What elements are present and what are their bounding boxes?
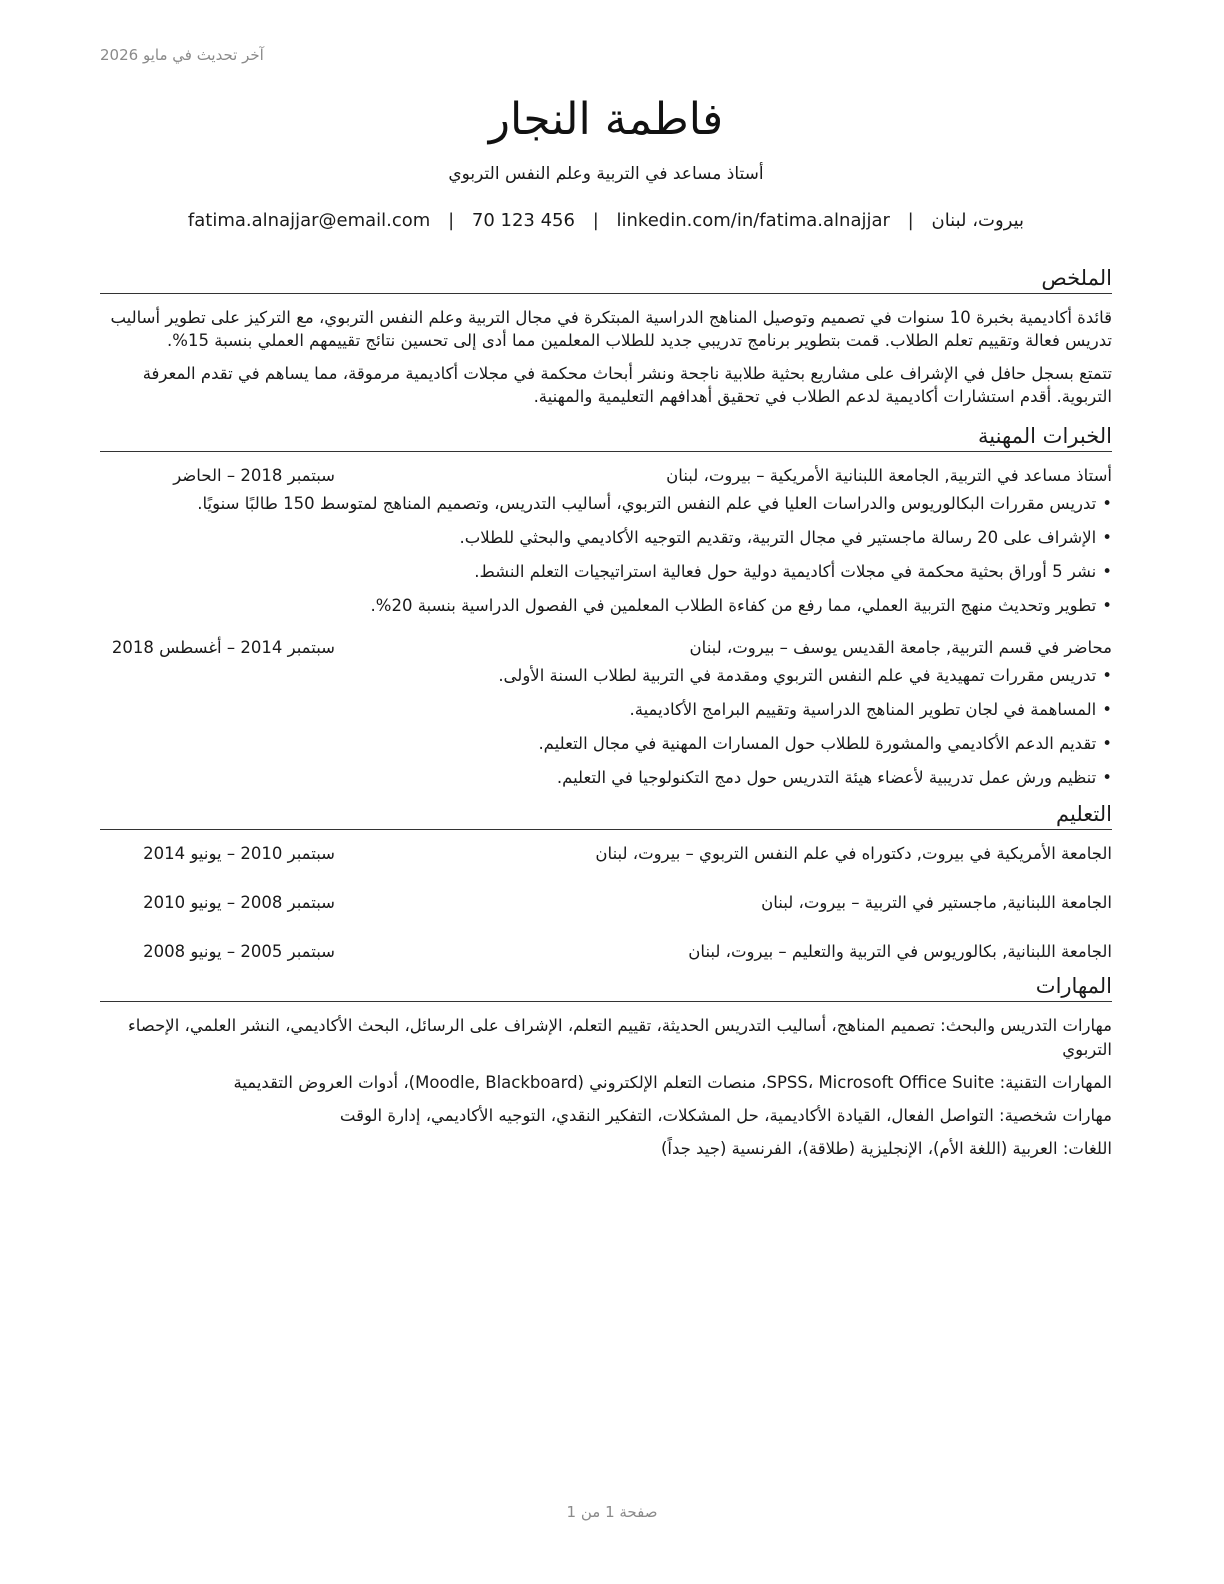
candidate-title: أستاذ مساعد في التربية وعلم النفس التربوي <box>448 164 764 184</box>
bullet-list <box>100 492 1112 618</box>
section-title-skills: المهارات <box>100 972 1112 1002</box>
bullet-list <box>100 664 1112 790</box>
education-entry <box>100 842 1112 866</box>
contact-separator: | <box>592 210 599 231</box>
section-title-education: التعليم <box>100 800 1112 830</box>
bullet-item: • نشر 5 أوراق بحثية محكمة في مجلات أكاديمية دولية حول فعالية استراتيجيات التعلم النشط. <box>100 560 1112 584</box>
candidate-name: فاطمة النجار <box>488 94 724 145</box>
section-title-experience: الخبرات المهنية <box>100 422 1112 452</box>
skill-line: اللغات: العربية (اللغة الأم)، الإنجليزية (طلاقة)، الفرنسية (جيد جداً) <box>661 1139 1112 1158</box>
summary-paragraph: تتمتع بسجل حافل في الإشراف على مشاريع بحثية طلابية ناجحة ونشر أبحاث محكمة في مجلات أكاديمية مرموقة، مما يساهم في تقدم المعرفة التربوية. أقدم استشارات أكاديمية لدعم الطلاب في تحقيق أهدافهم التعليمية والمهنية. <box>142 364 1112 406</box>
contact-email[interactable]: fatima.alnajjar@email.com <box>187 210 431 231</box>
entry-heading: الجامعة اللبنانية, بكالوريوس في التربية والتعليم – بيروت، لبنان <box>688 942 1112 961</box>
contact-linkedin[interactable]: linkedin.com/in/fatima.alnajjar <box>616 210 890 231</box>
entry-heading: الجامعة الأمريكية في بيروت, دكتوراه في علم النفس التربوي – بيروت، لبنان <box>595 844 1112 863</box>
contact-location: بيروت، لبنان <box>931 210 1025 231</box>
education-entry <box>100 891 1112 915</box>
skill-line: مهارات التدريس والبحث: تصميم المناهج، أساليب التدريس الحديثة، تقييم التعلم، الإشراف على الرسائل، البحث الأكاديمي، النشر العلمي، الإحصاء التربوي <box>127 1016 1112 1059</box>
entry-dates: سبتمبر 2008 – يونيو 2010 <box>143 893 335 912</box>
entry-heading: الجامعة اللبنانية, ماجستير في التربية – بيروت، لبنان <box>761 893 1112 912</box>
entry-header <box>100 464 1112 488</box>
page-footer: صفحة 1 من 1 <box>566 1503 658 1521</box>
entry-header <box>100 636 1112 660</box>
experience-entry <box>100 636 1112 790</box>
bullet-item: • تنظيم ورش عمل تدريبية لأعضاء هيئة التدريس حول دمج التكنولوجيا في التعليم. <box>100 766 1112 790</box>
entry-dates: سبتمبر 2018 – الحاضر <box>173 466 335 485</box>
bullet-item: • تقديم الدعم الأكاديمي والمشورة للطلاب حول المسارات المهنية في مجال التعليم. <box>100 732 1112 756</box>
skill-line: مهارات شخصية: التواصل الفعال، القيادة الأكاديمية، حل المشكلات، التفكير النقدي، التوجيه الأكاديمي، إدارة الوقت <box>339 1106 1112 1125</box>
education-entry <box>100 940 1112 964</box>
bullet-item: • تطوير وتحديث منهج التربية العملي، مما رفع من كفاءة الطلاب المعلمين في الفصول الدراسية بنسبة 20%. <box>100 594 1112 618</box>
entry-dates: سبتمبر 2014 – أغسطس 2018 <box>111 638 335 657</box>
skill-line: المهارات التقنية: SPSS، Microsoft Office Suite، منصات التعلم الإلكتروني (Moodle, Blackboard)، أدوات العروض التقديمية <box>233 1073 1112 1092</box>
contact-separator: | <box>907 210 914 231</box>
entry-heading: أستاذ مساعد في التربية, الجامعة اللبنانية الأمريكية – بيروت، لبنان <box>666 466 1112 485</box>
last-updated-note: آخر تحديث في مايو 2026 <box>100 46 264 64</box>
entry-heading: محاضر في قسم التربية, جامعة القديس يوسف – بيروت، لبنان <box>689 638 1112 657</box>
entry-dates: سبتمبر 2005 – يونيو 2008 <box>143 942 335 961</box>
contact-separator: | <box>448 210 455 231</box>
section-title-summary: الملخص <box>100 264 1112 294</box>
entry-dates: سبتمبر 2010 – يونيو 2014 <box>143 844 335 863</box>
experience-entry <box>100 464 1112 618</box>
bullet-item: • المساهمة في لجان تطوير المناهج الدراسية وتقييم البرامج الأكاديمية. <box>100 698 1112 722</box>
bullet-item: • الإشراف على 20 رسالة ماجستير في مجال التربية، وتقديم التوجيه الأكاديمي والبحثي للطلاب. <box>100 526 1112 550</box>
bullet-item: • تدريس مقررات تمهيدية في علم النفس التربوي ومقدمة في التربية لطلاب السنة الأولى. <box>100 664 1112 688</box>
contact-phone: 70 123 456 <box>471 210 575 231</box>
summary-paragraph: قائدة أكاديمية بخبرة 10 سنوات في تصميم وتوصيل المناهج الدراسية المبتكرة في مجال التربية وعلم النفس التربوي، مع التركيز على تطوير أساليب تدريس فعالة وتقييم تعلم الطلاب. قمت بتطوير برنامج تدريبي جديد للطلاب المعلمين مما أدى إلى تحسين نتائج تقييمهم العملي بنسبة 15%. <box>110 308 1112 350</box>
bullet-item: • تدريس مقررات البكالوريوس والدراسات العليا في علم النفس التربوي، أساليب التدريس، وتصميم المناهج لمتوسط 150 طالبًا سنويًا. <box>100 492 1112 516</box>
contact-line <box>100 208 1112 234</box>
resume-page <box>100 0 1112 1170</box>
